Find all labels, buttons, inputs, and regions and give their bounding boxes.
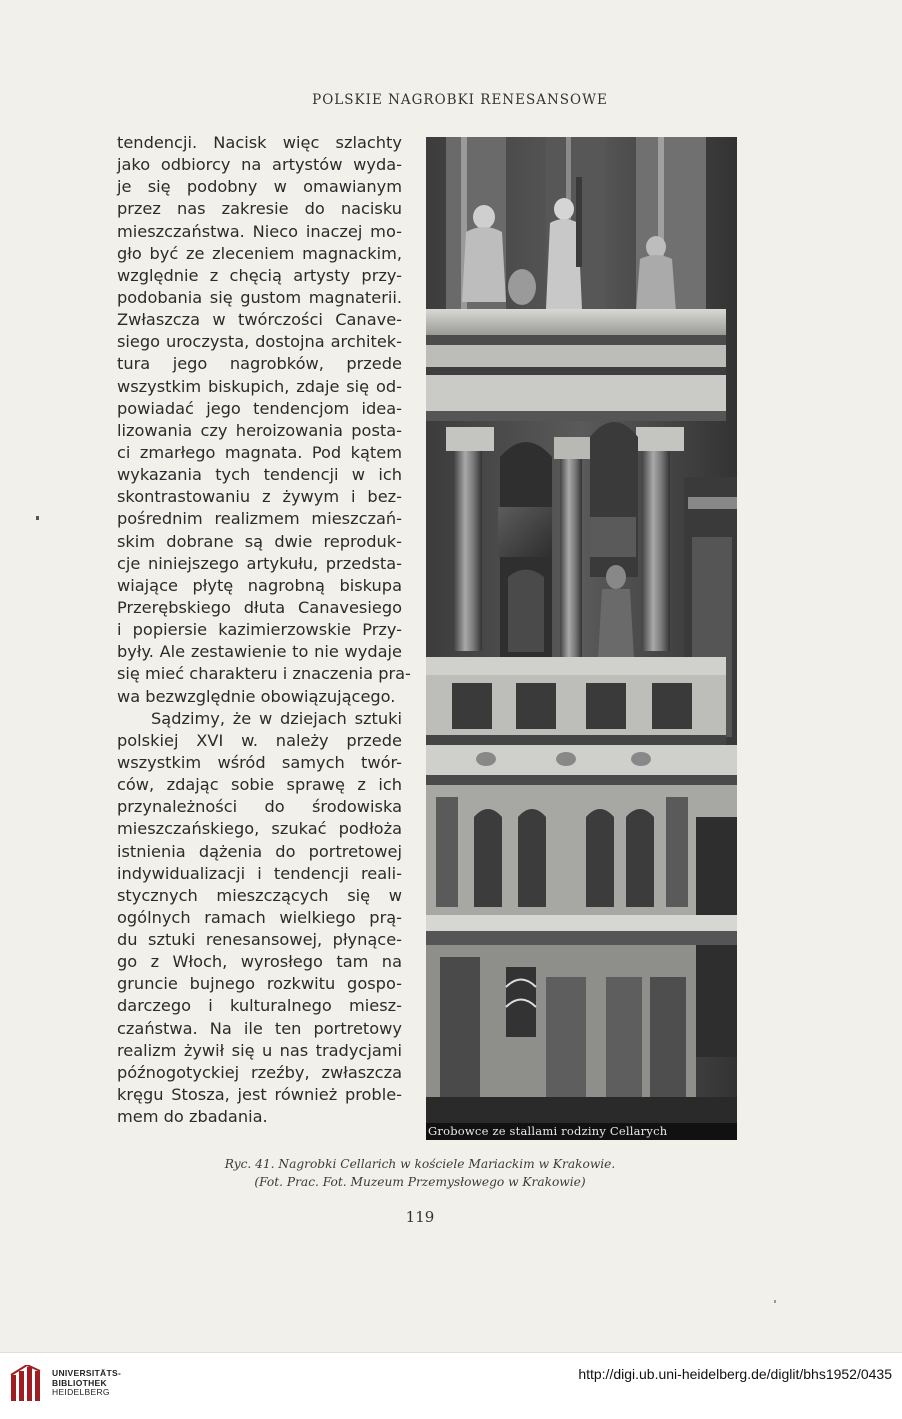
text-line: jako odbiorcy na artystów wyda-	[117, 155, 402, 175]
text-line: późnogotyckiej rzeźby, zwłaszcza	[117, 1062, 402, 1082]
text-line: podobania się gustom magnaterii.	[117, 287, 402, 307]
text-line: pośrednim realizmem mieszczań-	[117, 509, 402, 529]
text-line: wszystkim biskupich, zdaje się od-	[117, 376, 402, 396]
text-line: polskiej XVI w. należy przede	[117, 730, 402, 750]
permalink-url[interactable]: http://digi.ub.uni-heidelberg.de/diglit/bhs1952/0435	[578, 1366, 892, 1382]
text-line: przynależności do środowiska	[117, 797, 402, 817]
text-line: mem do zbadania.	[117, 1107, 268, 1127]
text-line: realizm żywił się u nas tradycjami	[117, 1040, 402, 1060]
text-line: skontrastowaniu z żywym i bez-	[117, 487, 402, 507]
text-line: wykazania tych tendencji w ich	[117, 465, 402, 485]
text-line: lizowania czy heroizowania posta-	[117, 420, 402, 440]
logo-line: BIBLIOTHEK	[52, 1377, 107, 1388]
logo-line: UNIVERSITÄTS-	[52, 1368, 122, 1378]
text-line: gło być ze zleceniem magnackim,	[117, 243, 402, 263]
library-logo-icon	[10, 1365, 44, 1405]
figure-photo	[426, 137, 737, 1140]
text-line: Sądzimy, że w dziejach sztuki	[151, 708, 402, 728]
body-text	[117, 132, 411, 1128]
text-line: stycznych mieszczących się w	[117, 885, 402, 905]
text-line: czaństwa. Na ile ten portretowy	[117, 1018, 402, 1038]
text-line: ogólnych ramach wielkiego prą-	[117, 907, 402, 927]
text-line: indywidualizacji i tendencji reali-	[117, 863, 402, 883]
text-line: cje niniejszego artykułu, przedsta-	[117, 553, 402, 573]
text-line: go z Włoch, wyrosłego tam na	[117, 952, 402, 972]
text-line: były. Ale zestawienie to nie wydaje	[117, 642, 402, 662]
text-line: i popiersie kazimierzowskie Przy-	[117, 620, 402, 640]
text-line: siego uroczysta, dostojna architek-	[117, 332, 402, 352]
text-line: skim dobrane są dwie reproduk-	[117, 531, 402, 551]
text-line: wa bezwzględnie obowiązującego.	[117, 686, 396, 706]
text-line: wszystkim wśród samych twór-	[117, 752, 402, 772]
tomb-architecture-image	[426, 137, 737, 1140]
figure-caption-line: (Fot. Prac. Fot. Muzeum Przemysłowego w Krakowie)	[254, 1175, 586, 1189]
text-line: tura jego nagrobków, przede	[117, 354, 402, 374]
page-number: 119	[405, 1208, 435, 1226]
library-logo-text	[52, 1369, 121, 1398]
text-line: Przerębskiego dłuta Canavesiego	[117, 597, 402, 617]
paper-speck	[774, 1300, 776, 1303]
text-line: tendencji. Nacisk więc szlachty	[117, 133, 402, 152]
text-line: je się podobny w omawianym	[117, 177, 402, 197]
text-line: mieszczańskiego, szukać podłoża	[117, 819, 402, 839]
text-line: się mieć charakteru i znaczenia pra-	[117, 664, 411, 684]
text-line: mieszczaństwa. Nieco inaczej mo-	[117, 221, 402, 241]
text-line: przez nas zakresie do nacisku	[117, 199, 402, 219]
text-line: ców, zdając sobie sprawę z ich	[117, 775, 402, 795]
text-line: powiadać jego tendencjom idea-	[117, 398, 402, 418]
text-line: kręgu Stosza, jest również proble-	[117, 1085, 402, 1105]
text-line: wiające płytę nagrobną biskupa	[117, 575, 402, 595]
photo-inscription: Grobowce ze stallami rodziny Cellarych	[426, 1123, 737, 1140]
footer-bar	[0, 1352, 902, 1419]
figure-caption-line: Ryc. 41. Nagrobki Cellarich w kościele Mariackim w Krakowie.	[224, 1157, 616, 1171]
text-line: darczego i kulturalnego miesz-	[117, 996, 402, 1016]
text-line: względnie z chęcią artysty przy-	[117, 265, 402, 285]
text-line: gruncie bujnego rozkwitu gospo-	[117, 974, 402, 994]
text-line: istnienia dążenia do portretowej	[117, 841, 402, 861]
paper-speck	[36, 516, 39, 520]
running-head: POLSKIE NAGROBKI RENESANSOWE	[312, 92, 608, 108]
text-line: Zwłaszcza w twórczości Canave-	[117, 310, 402, 330]
figure-caption	[140, 1155, 700, 1191]
logo-line: HEIDELBERG	[52, 1387, 110, 1397]
text-line: ci zmarłego magnata. Pod kątem	[117, 442, 402, 462]
text-line: du sztuki renesansowej, płynące-	[117, 930, 402, 950]
